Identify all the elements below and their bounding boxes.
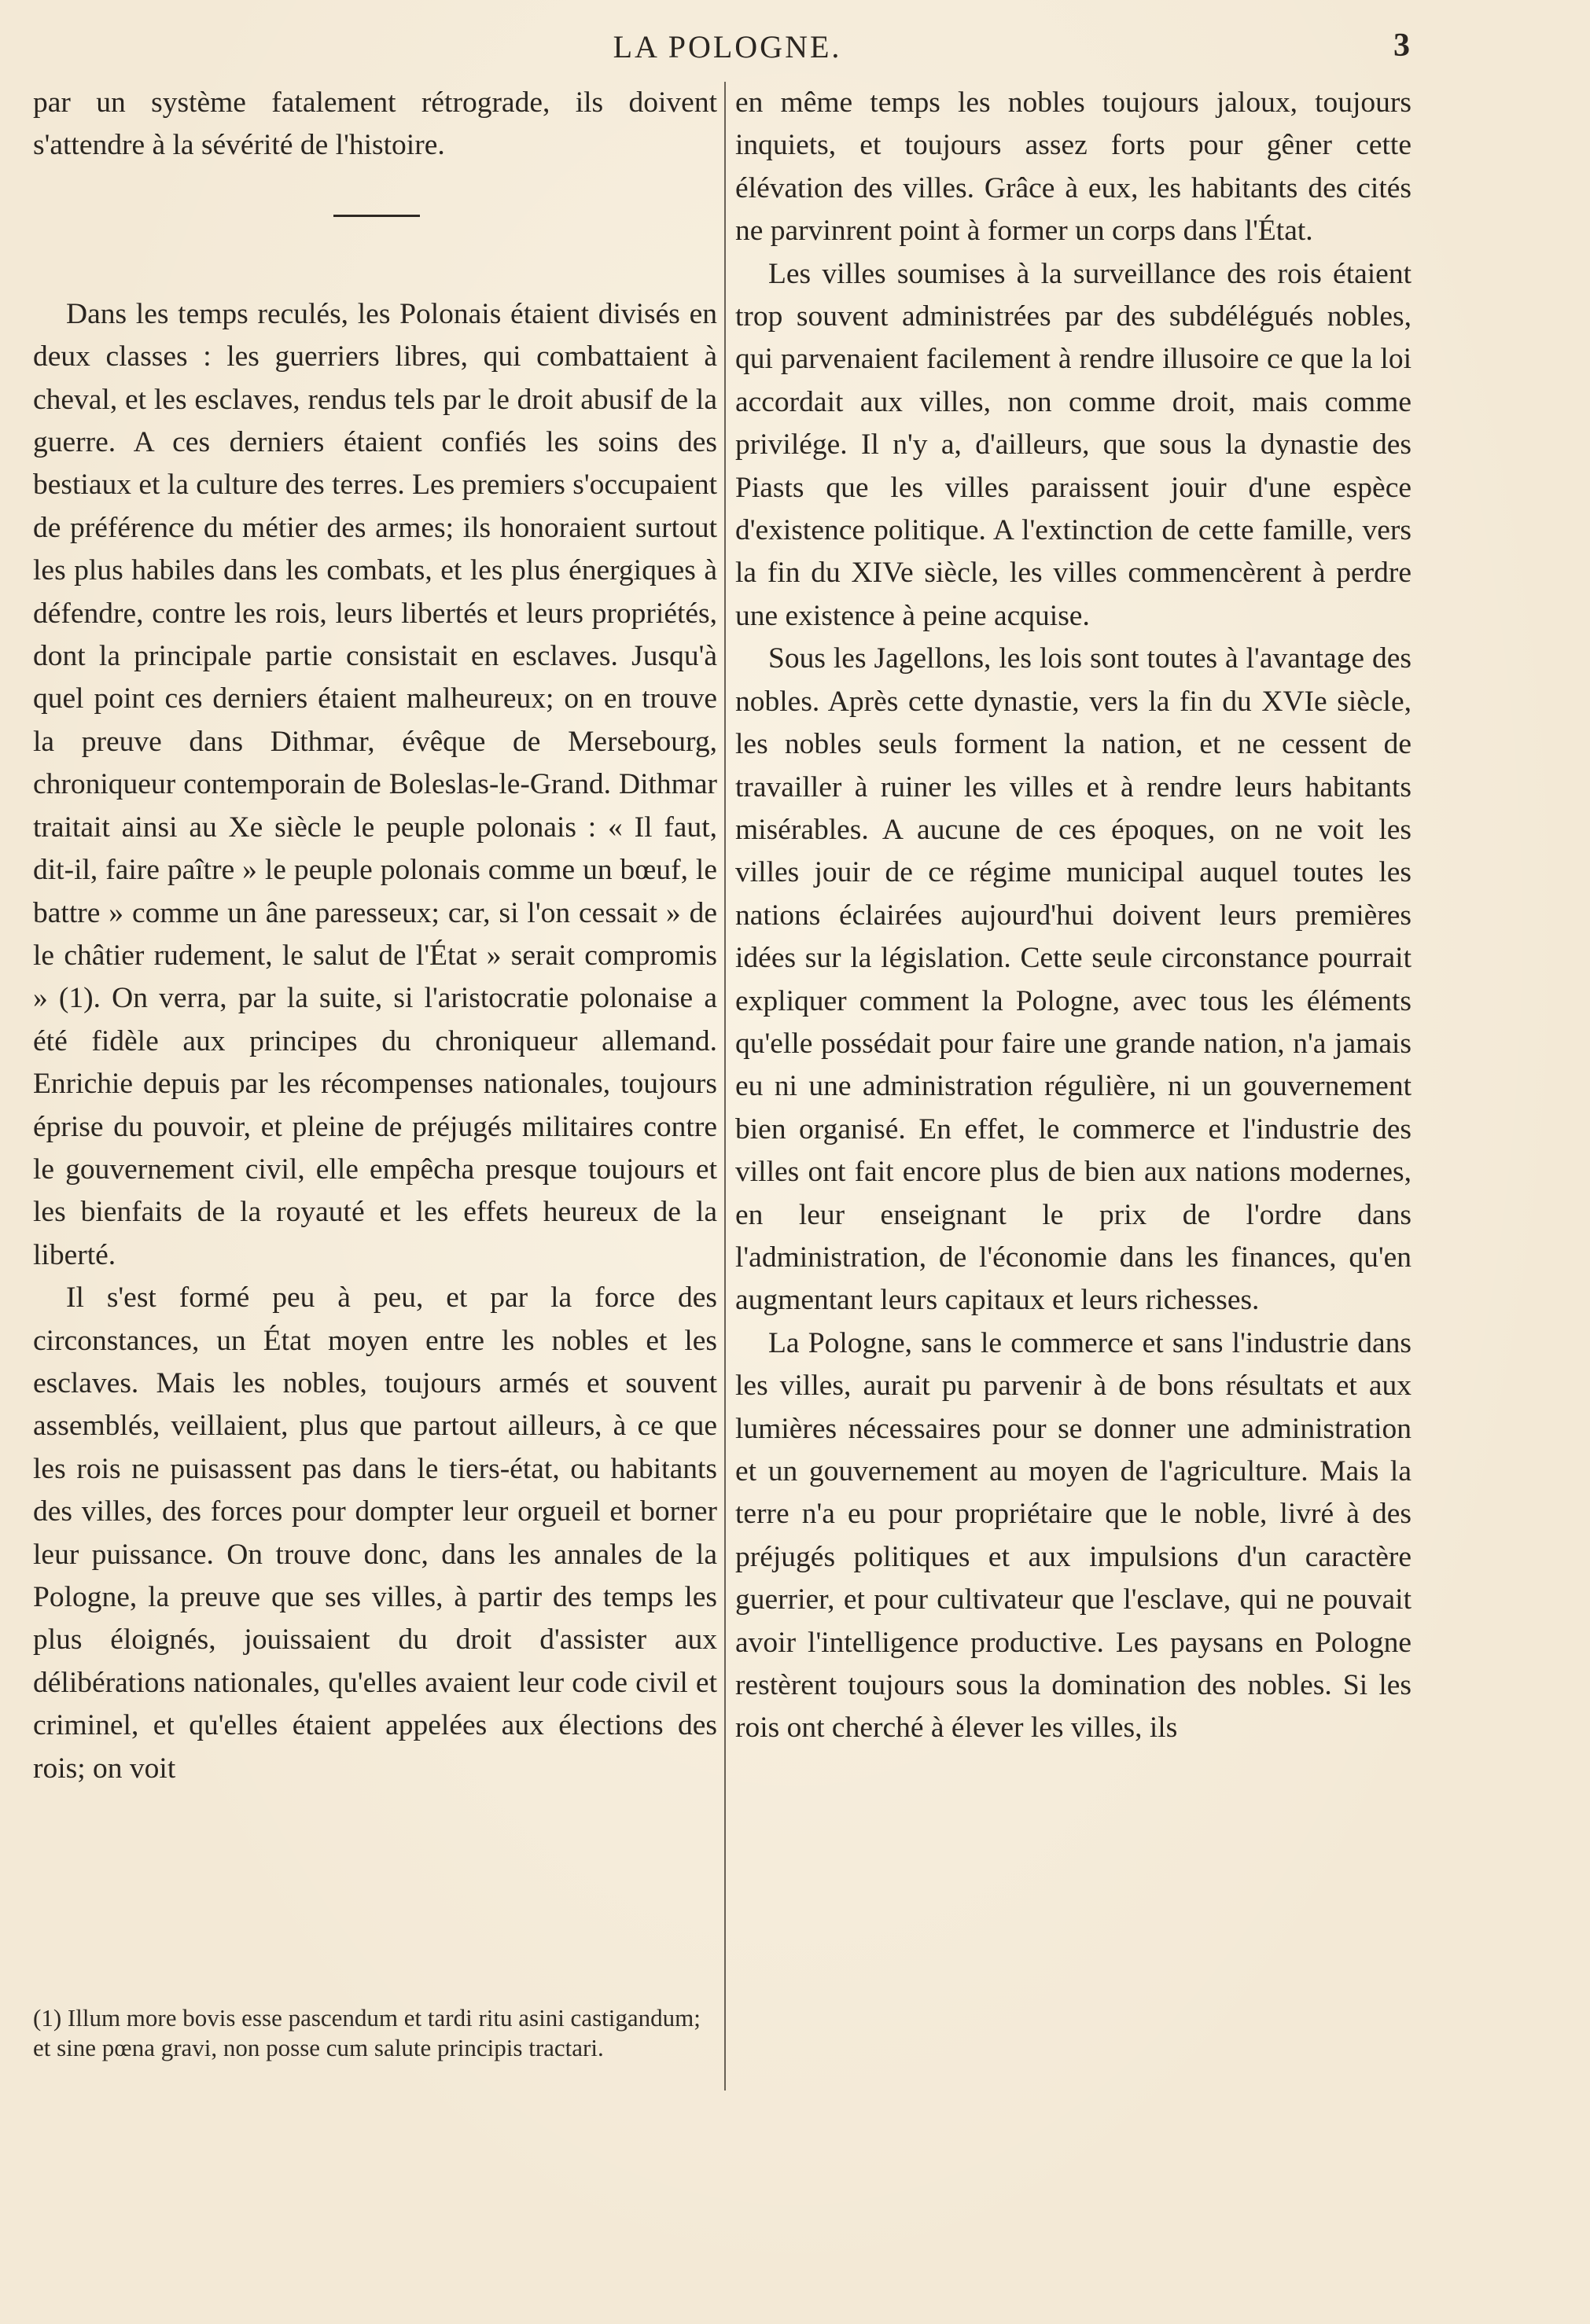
separator-rule [333,215,420,217]
paragraph: Il s'est formé peu à peu, et par la force des circonstances, un État moyen entre les nobles et les esclaves. Mais les nobles, toujours armés et souvent assemblés, veillaient, plus que partout ailleurs, à ce que les rois ne puisassent pas dans le tiers-état, ou habitants des villes, des forces pour dompter leur orgueil et borner leur puissance. On trouve donc, dans les annales de la Pologne, la preuve que ses villes, à partir des temps les plus éloignés, jouissaient du droit d'assister aux délibérations nationales, qu'elles avaient leur code civil et criminel, et qu'elles étaient appelées aux élections des rois; on voit [33,1282,717,1785]
page-number: 3 [1393,28,1410,64]
section-separator [33,167,717,293]
right-column [735,82,1411,1750]
paragraph: Sous les Jagellons, les lois sont toutes à l'avantage des nobles. Après cette dynastie, vers la fin du XVIe siècle, les nobles seuls forment la nation, et ne cessent de travailler à ruiner les villes et à rendre leurs habitants misérables. A aucune de ces époques, on ne voit les villes jouir de ce régime municipal auquel toutes les nations éclairées aujourd'hui doivent leurs premières idées sur la législation. Cette seule circonstance pourrait expliquer comment la Pologne, avec tous les éléments qu'elle possédait pour faire une grande nation, n'a jamais eu ni une administration régulière, ni un gouvernement bien organisé. En effet, le commerce et l'industrie des villes ont fait encore plus de bien aux nations modernes, en leur enseignant le prix de l'ordre dans l'administration, de l'économie dans les finances, qu'en augmentant leurs capitaux et leurs richesses. [735,642,1411,1317]
paragraph: Les villes soumises à la surveillance des rois étaient trop souvent administrées par des subdélégués nobles, qui parvenaient facilement à rendre illusoire ce que la loi accordait aux villes, non comme droit, mais comme privilége. Il n'y a, d'ailleurs, que sous la dynastie des Piasts que les villes paraissent jouir d'une espèce d'existence politique. A l'extinction de cette famille, vers la fin du XIVe siècle, les villes commencèrent à perdre une existence à peine acquise. [735,257,1411,632]
paragraph: en même temps les nobles toujours jaloux, toujours inquiets, et toujours assez forts pour gêner cette élévation des villes. Grâce à eux, les habitants des cités ne parvinrent point à former un corps dans l'État. [735,86,1411,248]
footnote: (1) Illum more bovis esse pascendum et tardi ritu asini castigandum; et sine pœna gravi, non posse cum salute principis tractari. [33,2004,701,2061]
paragraph: par un système fatalement rétrograde, ils doivent s'attendre à la sévérité de l'histoire. [33,86,717,162]
left-column [33,82,717,1790]
paragraph: Dans les temps reculés, les Polonais étaient divisés en deux classes : les guerriers libres, qui combattaient à cheval, et les esclaves, rendus tels par le droit abusif de la guerre. A ces derniers étaient confiés les soins des bestiaux et la culture des terres. Les premiers s'occupaient de préférence du métier des armes; ils honoraient surtout les plus habiles dans les combats, et les plus énergiques à défendre, contre les rois, leurs libertés et leurs propriétés, dont la principale partie consistait en esclaves. Jusqu'à quel point ces derniers étaient malheureux; on en trouve la preuve dans Dithmar, évêque de Mersebourg, chroniqueur contemporain de Boleslas-le-Grand. Dithmar traitait ainsi au Xe siècle le peuple polonais : « Il faut, dit-il, faire paître » le peuple polonais comme un bœuf, le battre » comme un âne paresseux; car, si l'on cessait » de le châtier rudement, le salut de l'État » serait compromis » (1). On verra, par la suite, si l'aristocratie polonaise a été fidèle aux principes du chroniqueur allemand. Enrichie depuis par les récompenses nationales, toujours éprise du pouvoir, et pleine de préjugés militaires contre le gouvernement civil, elle empêcha presque toujours et les bienfaits de la royauté et les effets heureux de la liberté. [33,297,717,1271]
column-divider [724,82,726,2090]
running-title: LA POLOGNE. [613,29,842,64]
paragraph: La Pologne, sans le commerce et sans l'industrie dans les villes, aurait pu parvenir à de bons résultats et aux lumières nécessaires pour se donner une administration et un gouvernement au moyen de l'agriculture. Mais la terre n'a eu pour propriétaire que le noble, livré à des préjugés politiques et aux impulsions d'un caractère guerrier, et pour cultivateur que l'esclave, qui ne pouvait avoir l'intelligence productive. Les paysans en Pologne restèrent toujours sous la domination des nobles. Si les rois ont cherché à élever les villes, ils [735,1326,1411,1745]
